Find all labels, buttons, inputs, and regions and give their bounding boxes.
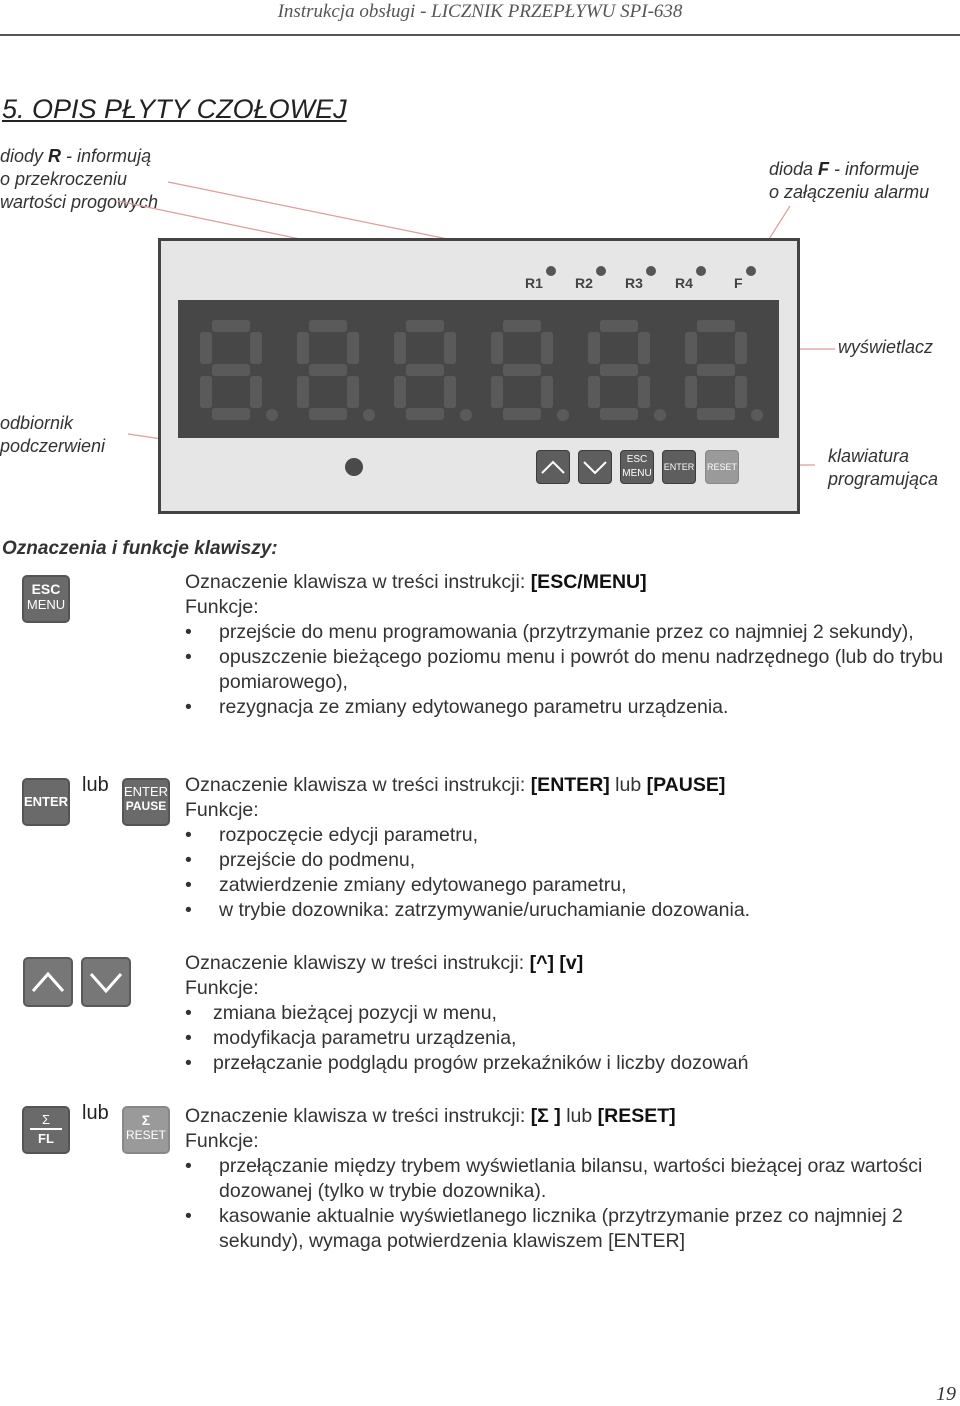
panel-down-button[interactable] (578, 450, 612, 484)
digit-1 (200, 320, 278, 421)
key-arrows-functions (185, 1001, 955, 1076)
panel-reset-button[interactable] (705, 450, 739, 484)
sigma-key-label: Σ (141, 1112, 151, 1128)
page-number: 19 (936, 1383, 956, 1405)
key-enter-desc: Oznaczenie klawisza w treści instrukcji: [ENTER] lub [PAUSE] (185, 774, 726, 796)
sigma-key-divider (30, 1128, 62, 1130)
or-label: lub (82, 774, 109, 796)
fl-key-label: FL (38, 1131, 54, 1146)
annotation-ir: odbiornik podczerwieni (0, 413, 106, 456)
list-item: • kasowanie aktualnie wyświetlanego licznika (przytrzymanie przez co najmniej 2 sekundy), wymaga potwierdzenia klawiszem [ENTER] (185, 1204, 955, 1254)
key-enter-block (185, 773, 955, 923)
led-r1 (546, 266, 556, 276)
list-item: • zmiana bieżącej pozycji w menu, (185, 1001, 955, 1026)
pause-key-label: PAUSE (125, 799, 167, 813)
digit-4 (491, 320, 569, 421)
list-item: • przełączanie podglądu progów przekaźników i liczby dozowań (185, 1051, 955, 1076)
key-sigma-functions (185, 1154, 955, 1254)
panel-enter-label: ENTER (663, 462, 695, 472)
list-item: • przejście do menu programowania (przytrzymanie przez co najmniej 2 sekundy), (185, 620, 955, 645)
enter-key-icon (22, 778, 70, 826)
key-esc-menu-desc: Oznaczenie klawisza w treści instrukcji: [ESC/MENU] (185, 571, 647, 593)
led-label-r1: R1 (525, 275, 543, 291)
digit-6 (685, 320, 763, 421)
key-arrows-block (185, 951, 955, 1076)
functions-label: Funkcje: (185, 1130, 259, 1152)
list-item: • w trybie dozownika: zatrzymywanie/uruchamianie dozowania. (185, 898, 955, 923)
annotation-led-f: dioda F - informuje o załączeniu alarmu (769, 159, 930, 202)
led-r3 (646, 266, 656, 276)
running-header: Instrukcja obsługi - LICZNIK PRZEPŁYWU SPI-638 (277, 1, 683, 22)
list-item: • modyfikacja parametru urządzenia, (185, 1026, 955, 1051)
key-esc-menu-block (185, 570, 955, 720)
led-label-f: F (734, 275, 743, 291)
ir-receiver (345, 458, 363, 476)
sigma-reset-key-icon (122, 1106, 170, 1154)
section-title: 5. OPIS PŁYTY CZOŁOWEJ (2, 94, 347, 124)
annotation-display: wyświetlacz (838, 337, 934, 357)
list-item: • rezygnacja ze zmiany edytowanego parametru urządzenia. (185, 695, 955, 720)
seven-segment-display (178, 300, 779, 438)
esc-key-label: ESC (31, 581, 61, 597)
or-label: lub (82, 1102, 109, 1124)
annotation-keyboard: klawiatura programująca (828, 446, 939, 489)
panel-esc-label: ESC (626, 454, 648, 465)
led-f (746, 266, 756, 276)
key-sigma-block (185, 1104, 955, 1254)
keys-section-heading: Oznaczenia i funkcje klawiszy: (2, 538, 278, 559)
sigma-fl-key-icon (22, 1106, 70, 1154)
functions-label: Funkcje: (185, 799, 259, 821)
panel-reset-label: RESET (706, 462, 737, 472)
chevron-down-icon (579, 451, 611, 483)
led-label-r3: R3 (625, 275, 643, 291)
down-key-icon (81, 957, 131, 1007)
list-item: • rozpoczęcie edycji parametru, (185, 823, 955, 848)
led-label-r2: R2 (575, 275, 593, 291)
panel-menu-label: MENU (622, 468, 652, 479)
led-label-r4: R4 (675, 275, 693, 291)
chevron-up-icon (25, 959, 71, 1005)
annotation-leds-r: diody R - informują o przekroczeniu wartości progowych (0, 146, 159, 212)
list-item: • zatwierdzenie zmiany edytowanego parametru, (185, 873, 955, 898)
key-esc-menu-functions (185, 620, 955, 720)
digit-2 (297, 320, 375, 421)
key-sigma-desc: Oznaczenie klawisza w treści instrukcji: [Σ ] lub [RESET] (185, 1105, 676, 1127)
list-item: • przejście do podmenu, (185, 848, 955, 873)
panel-enter-button[interactable] (662, 450, 696, 484)
chevron-up-icon (537, 451, 569, 483)
list-item: • opuszczenie bieżącego poziomu menu i powrót do menu nadrzędnego (lub do trybu pomiarowego), (185, 645, 955, 695)
segment-digits (178, 300, 779, 438)
led-r2 (596, 266, 606, 276)
up-key-icon (23, 957, 73, 1007)
digit-5 (588, 320, 666, 421)
panel-up-button[interactable] (536, 450, 570, 484)
enter-pause-key-icon (122, 778, 170, 826)
functions-label: Funkcje: (185, 977, 259, 999)
key-arrows-desc: Oznaczenie klawiszy w treści instrukcji: [^] [v] (185, 952, 584, 974)
panel-esc-menu-button[interactable] (620, 450, 654, 484)
chevron-down-icon (83, 959, 129, 1005)
enter-key-label: ENTER (124, 784, 169, 799)
sigma-key-label: Σ (41, 1112, 51, 1127)
key-enter-functions (185, 823, 955, 923)
reset-key-label: RESET (125, 1128, 166, 1142)
digit-3 (394, 320, 472, 421)
enter-key-label: ENTER (24, 794, 69, 809)
functions-label: Funkcje: (185, 596, 259, 618)
esc-menu-key-icon (22, 575, 70, 623)
menu-key-label: MENU (26, 597, 66, 612)
led-r4 (696, 266, 706, 276)
list-item: • przełączanie między trybem wyświetlania bilansu, wartości bieżącej oraz wartości dozowanej (tylko w trybie dozownika). (185, 1154, 955, 1204)
